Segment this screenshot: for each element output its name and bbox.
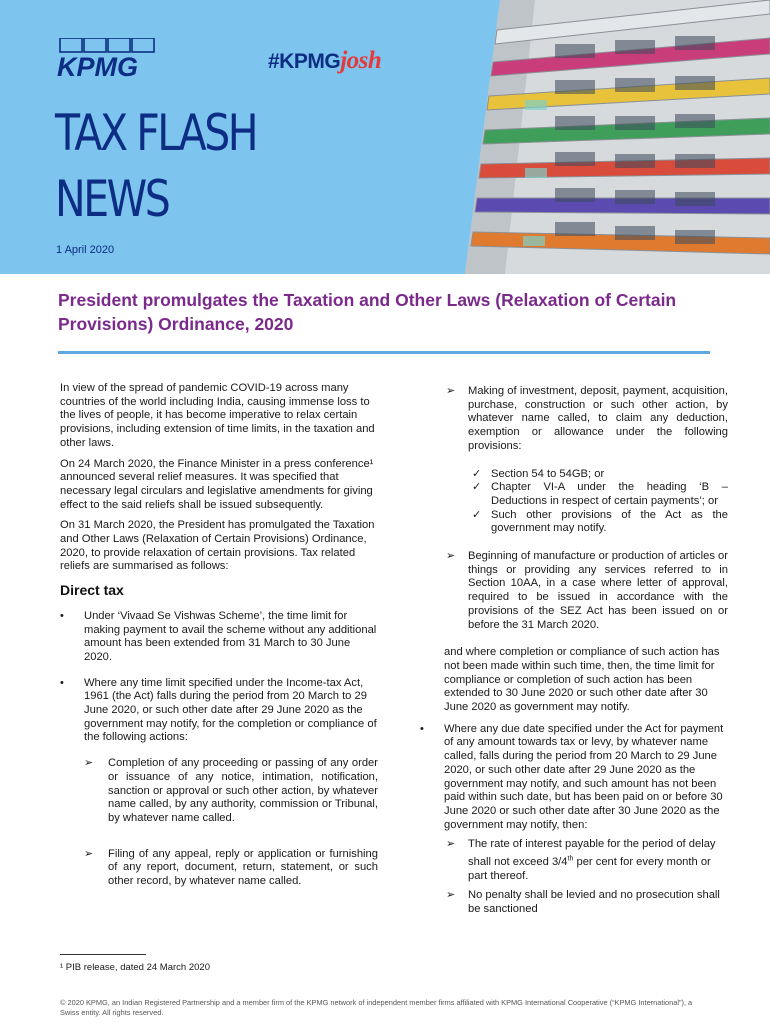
- list-item: [420, 889, 728, 916]
- list-item: [420, 550, 728, 632]
- headline-rule: [58, 351, 710, 354]
- arrow-icon: ➢: [84, 847, 94, 860]
- bullet-icon: •: [60, 609, 64, 622]
- interest-text-end: per cent for every month or part thereof.: [468, 855, 711, 882]
- list-item: [420, 723, 728, 833]
- bullet-text: Under ‘Vivaad Se Vishwas Scheme’, the time limit for making payment to avail the scheme without any additional amount has been extended from 31 March to 30 June 2020.: [84, 609, 377, 663]
- sub-item-text: No penalty shall be levied and no prosecution shall be sanctioned: [468, 889, 720, 915]
- sub-item-text: Completion of any proceeding or passing of any order or issuance of any notice, intimation, notification, sanction or approval or such other action, by whatever name called, by any authority, commission or Tribunal, by whatever name called.: [108, 757, 378, 824]
- josh-tag: #KPMG: [268, 50, 341, 73]
- check-icon: ✓: [472, 508, 482, 521]
- title-line-1: TAX FLASH: [55, 104, 257, 162]
- sub-item-text: Making of investment, deposit, payment, acquisition, purchase, construction or such other action, by whatever name called, to claim any deduction, exemption or allowance under the following provisions:: [468, 385, 728, 452]
- building-photo: [405, 0, 770, 274]
- interest-superscript: th: [567, 855, 574, 863]
- section-title-direct-tax: Direct tax: [60, 582, 124, 599]
- completion-paragraph: and where completion or compliance of such action has not been made within such time, then, the time limit for compliance or completion of such action has been extended to 30 June 2020 or such other date after 30 June 2020 as government may notify.: [444, 646, 720, 714]
- title-line-2: NEWS: [55, 170, 169, 228]
- bullet-text: Where any time limit specified under the Income-tax Act, 1961 (the Act) falls during the period from 20 March to 29 June 2020, or such other date after 29 June 2020 as the government may notify, for the completion or compliance of the following actions:: [84, 676, 377, 744]
- kpmg-josh-logo: [268, 47, 381, 75]
- right-column: [420, 385, 728, 917]
- copyright-footer: © 2020 KPMG, an Indian Registered Partnership and a member firm of the KPMG network of independent member firms affiliated with KPMG International Cooperative (“KPMG International”), a Swiss entity. All rights reserved.: [60, 998, 693, 1017]
- list-item: [60, 610, 378, 665]
- sub-item-text: Filing of any appeal, reply or application or furnishing of any report, document, return, statement, or such other record, by whatever name called.: [108, 847, 378, 888]
- check-item-text: Such other provisions of the Act as the government may notify.: [491, 508, 728, 535]
- footnote: ¹ PIB release, dated 24 March 2020: [60, 962, 210, 973]
- ordinance-paragraph: On 31 March 2020, the President has promulgated the Taxation and Other Laws (Relaxation of Certain Provisions) Ordinance, 2020, to provide relaxation of certain provisions. Tax related reliefs are summarised as follows:: [60, 519, 375, 573]
- bullet-text: Where any due date specified under the Act for payment of any amount towards tax or levy, by whatever name called, falls during the period from 20 March to 29 June 2020, or such other date after 29 June 2020 as the government may notify, and such amount has not been paid within such date, but has been paid on or before 30 June 2020 or such other date after 30 June 2020 as the government may notify, then:: [444, 722, 724, 831]
- sub-item-text: Beginning of manufacture or production of articles or things or providing any services referred to in Section 10AA, in a case where letter of approval, required to be issued in accordance with the provisions of the SEZ Act has been issued on or before the 31 March 2020.: [468, 550, 728, 631]
- svg-text:KPMG: KPMG: [57, 52, 138, 78]
- arrow-icon: ➢: [84, 757, 94, 770]
- finance-minister-paragraph: On 24 March 2020, the Finance Minister in a press conference¹ announced several relief measures. It was specified that necessary legal circulars and legislative amendments for giving effect to the said reliefs shall be issued subsequently.: [60, 457, 374, 511]
- intro-paragraph: In view of the spread of pandemic COVID-19 across many countries of the world including India, causing immense loss to the lives of people, it has become imperative to relax certain provisions, including extension of time limits, in the taxation and other laws.: [60, 382, 375, 449]
- list-item: [420, 385, 728, 454]
- list-item: [60, 677, 378, 746]
- headline: President promulgates the Taxation and Other Laws (Relaxation of Certain Provisions) Ordinance, 2020: [58, 290, 677, 334]
- check-item-text: Section 54 to 54GB; or: [491, 467, 605, 480]
- josh-word: josh: [340, 47, 382, 74]
- list-item: [420, 468, 728, 482]
- check-icon: ✓: [472, 481, 482, 494]
- arrow-icon: ➢: [446, 889, 456, 902]
- list-item: [420, 481, 728, 508]
- list-item: [60, 757, 378, 826]
- arrow-icon: ➢: [446, 550, 456, 563]
- publication-date: 1 April 2020: [56, 244, 115, 256]
- footnote-rule: [60, 954, 146, 955]
- arrow-icon: ➢: [446, 385, 456, 397]
- left-column: [60, 382, 378, 889]
- arrow-icon: ➢: [446, 838, 456, 851]
- kpmg-logo-icon: [57, 38, 157, 78]
- list-item: [420, 838, 728, 883]
- header-banner: [0, 0, 770, 274]
- check-icon: ✓: [472, 467, 482, 480]
- interest-text: The rate of interest payable for the period of delay shall not exceed 3/4: [468, 838, 716, 868]
- check-item-text: Chapter VI-A under the heading ‘B – Deductions in respect of certain payments’; or: [491, 481, 728, 507]
- list-item: [420, 509, 728, 536]
- list-item: [60, 848, 378, 889]
- bullet-icon: •: [420, 722, 424, 735]
- bullet-icon: •: [60, 676, 64, 689]
- sub-item-text: [468, 838, 716, 881]
